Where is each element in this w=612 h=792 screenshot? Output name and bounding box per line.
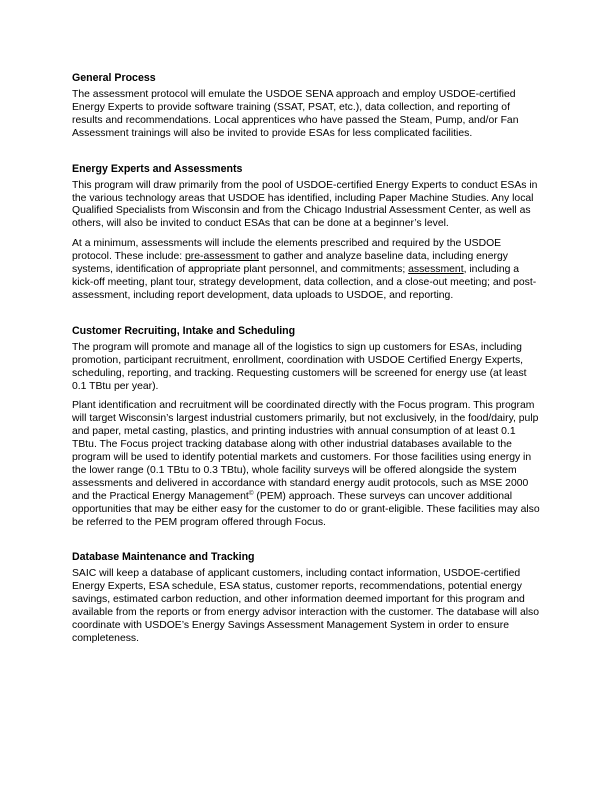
- paragraph: The program will promote and manage all of the logistics to sign up customers for ESAs, including promotion, participant recruitment, enrollment, coordination with USDOE Certified Energy Experts, scheduling, reporting, and tracking. Requesting customers will be screened for energy use (at least 0.1 TBtu per year).: [72, 341, 527, 392]
- section-general-process: [72, 72, 542, 141]
- document-page: [72, 72, 542, 653]
- text-run: (PEM) approach. These surveys can uncover additional opportunities that may be either easy for the customer to do or grant-eligible. These facilities may also be referred to the PEM program offered through Focus.: [72, 490, 540, 528]
- section-heading: Customer Recruiting, Intake and Scheduling: [72, 324, 296, 337]
- paragraph: The assessment protocol will emulate the USDOE SENA approach and employ USDOE-certified Energy Experts to provide software training (SSAT, PSAT, etc.), data collection, and reporting of results and recommendations. Local apprentices who have passed the Steam, Pump, and/or Fan Assessment trainings will also be invited to provide ESAs for less complicated facilities.: [72, 89, 519, 139]
- text-run: , including a kick-off meeting, plant tour, strategy development, data collection, and a close-out meeting; and post-assessment, including report development, data uploads to USDOE, and reporting.: [72, 264, 537, 301]
- section-heading: General Process: [72, 72, 156, 84]
- section-heading: Energy Experts and Assessments: [72, 162, 243, 175]
- paragraph: This program will draw primarily from the pool of USDOE-certified Energy Experts to conduct ESAs in the various technology areas that USDOE has identified, including Paper Machine Studies. Any local Qualified Specialists from Wisconsin and from the Chicago Industrial Assessment Center, as well as others, will also be invited to conduct ESAs that can be done at a beginner’s level.: [72, 179, 538, 230]
- section-energy-experts: [72, 163, 542, 303]
- text-run: to gather and analyze baseline data, including energy systems, identification of appropriate plant personnel, and commitments;: [72, 251, 508, 276]
- text-run: Plant identification and recruitment will be coordinated directly with the Focus program. This program will target Wisconsin’s largest industrial customers primarily, but not exclusively, in the food/dairy, pulp and paper, metal casting, plastics, and printing industries with annual consumption of at least 0.1 TBtu. The Focus project tracking database along with other industrial databases available to the program will be used to identify potential markets and customers. For those facilities using energy in the lower range (0.1 TBtu to 0.3 TBtu), whole facility surveys will be offered alongside the system assessments and delivered in accordance with standard energy audit protocols, such as MSE 2000 and the Practical Energy Management: [72, 400, 539, 502]
- text-run: At a minimum, assessments will include the elements prescribed and required by the USDOE protocol. These include:: [72, 238, 502, 263]
- paragraph: [72, 238, 542, 303]
- section-database-maintenance: [72, 551, 542, 645]
- section-heading: Database Maintenance and Tracking: [72, 551, 255, 564]
- paragraph: SAIC will keep a database of applicant customers, including contact information, USDOE-certified Energy Experts, ESA schedule, ESA status, customer reports, recommendations, potential energy savings, estimated carbon reduction, and other information deemed important for this program and available from the reports or from energy advisor interaction with the customer. The database will also coordinate with USDOE’s Energy Savings Assessment Management System in order to ensure completeness.: [72, 568, 540, 644]
- section-customer-recruiting: [72, 325, 542, 530]
- copyright-mark: ©: [248, 489, 254, 497]
- paragraph: [72, 400, 542, 529]
- underlined-term: pre-assessment: [185, 251, 259, 263]
- underlined-term: assessment: [408, 264, 464, 276]
